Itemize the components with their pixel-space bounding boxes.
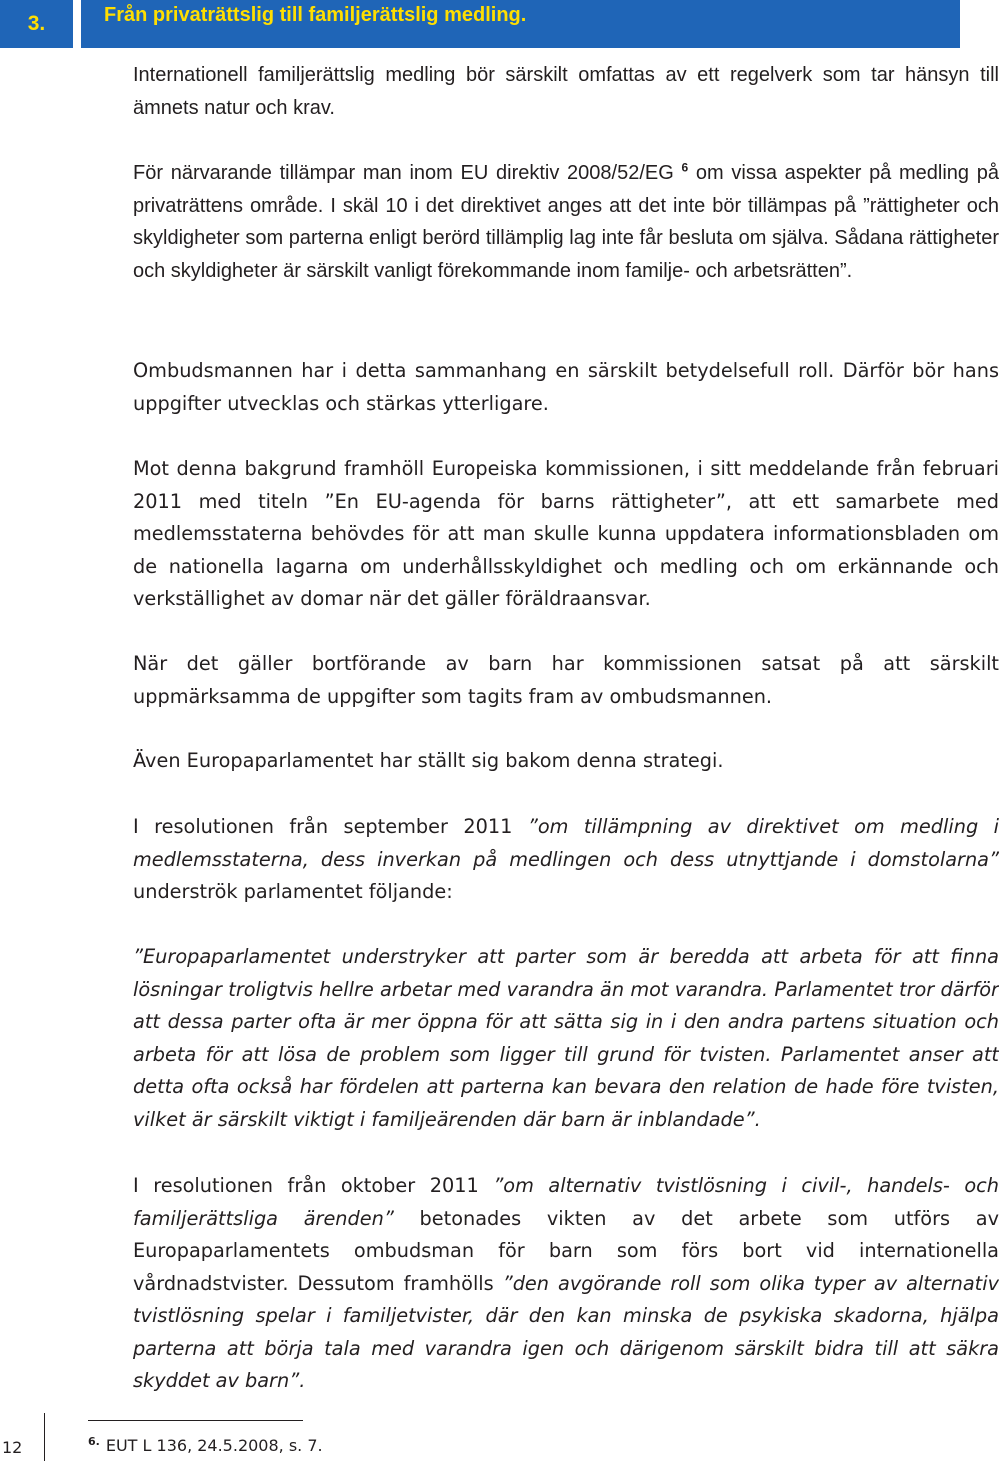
chapter-title: Från privaträttslig till familjerättslig medling. [81, 0, 960, 48]
paragraph-3: Ombudsmannen har i detta sammanhang en särskilt betydelsefull roll. Därför bör hans uppgifter utvecklas och stärkas ytterligare. [133, 359, 999, 415]
footnote-ref: 6 [681, 160, 689, 175]
paragraph-9-quote-2: ”den avgörande roll som olika typer av alternativ tvistlösning spelar i familjetvister, där den kan minska de psykiska skadorna, hjälpa parterna att börja tala med varandra igen och därigenom särskilt bidra till att säkra skyddet av barn”. [133, 1271, 999, 1392]
paragraph-7-quote: ”om tillämpning av direktivet om medling i medlemsstaterna, dess inverkan på medlingen och dess utnyttjande i domstolarna” [133, 815, 999, 871]
paragraph-5: När det gäller bortförande av barn har kommissionen satsat på att särskilt uppmärksamma de uppgifter som tagits fram av ombudsmannen. [133, 652, 999, 708]
paragraph-2-text-c: I skäl 10 i det direktivet anges att det inte bör tillämpas på ”rättigheter och skyldigheter som parterna enligt berörd tillämplig lag inte får besluta om själva. Sådana rättigheter och skyldigheter är särskilt vanligt förekommande inom familje- och arbetsrätten”. [133, 194, 999, 282]
paragraph-6: Även Europaparlamentet har ställt sig bakom denna strategi. [133, 749, 724, 772]
page-number-divider [44, 1413, 45, 1461]
chapter-header [0, 0, 960, 48]
paragraph-2-text-a: För närvarande tillämpar man inom EU direktiv 2008/52/EG [133, 162, 674, 184]
footnote-divider [88, 1420, 303, 1421]
paragraph-7-text-b: underströk parlamentet följande: [133, 880, 453, 903]
paragraph-9 [88, 1170, 999, 1398]
paragraph-1: Internationell familjerättslig medling bör särskilt omfattas av ett regelverk som tar hänsyn till ämnets natur och krav. [133, 64, 999, 119]
footnote-text: EUT L 136, 24.5.2008, s. 7. [105, 1436, 323, 1455]
paragraph-7-text-a: I resolutionen från september 2011 [133, 815, 528, 838]
paragraph-9-quote-1: ”om alternativ tvistlösning i civil-, handels- och familjerättsliga ärenden” [133, 1174, 999, 1230]
chapter-number: 3. [0, 0, 73, 48]
footnote-marker: 6. [88, 1434, 100, 1448]
paragraph-9-text-a: I resolutionen från oktober 2011 [133, 1174, 494, 1197]
paragraph-2 [88, 157, 999, 287]
quote-text: ”Europaparlamentet understryker att parter som är beredda att arbeta för att finna lösningar troligtvis hellre arbetar med varandra än mot varandra. Parlamentet tror därför att dessa parter ofta är mer öppna för att sätta sig in i den andra partens situation och arbeta för att lösa de problem som ligger till grund för tvisten. Parlamentet anser att detta ofta också har fördelen att parterna kan bevara den relation de hade före tvisten, vilket är särskilt viktigt i familjeärenden där barn är inblandade”. [133, 945, 999, 1131]
paragraph-2-text-b: om vissa aspekter på medling på privaträttens område. [133, 162, 999, 217]
paragraph-4: Mot denna bakgrund framhöll Europeiska kommissionen, i sitt meddelande från februari 2011 med titeln ”En EU-agenda för barns rättigheter”, att ett samarbete med medlemsstaterna behövdes för att man skulle kunna uppdatera informationsbladen om de nationella lagarna om underhållsskyldighet och medling och om erkännande och verkställighet av domar när det gäller föräldraansvar. [133, 457, 999, 610]
page-number: 12 [2, 1438, 23, 1457]
quote-paragraph [88, 941, 999, 1136]
footnote [88, 1435, 323, 1457]
paragraph-9-text-b: betonades vikten av det arbete som utförs av Europaparlamentets ombudsman för barn som förs bort vid internationella vårdnadstvister. Dessutom framhölls [133, 1206, 999, 1295]
paragraph-7 [88, 811, 999, 909]
